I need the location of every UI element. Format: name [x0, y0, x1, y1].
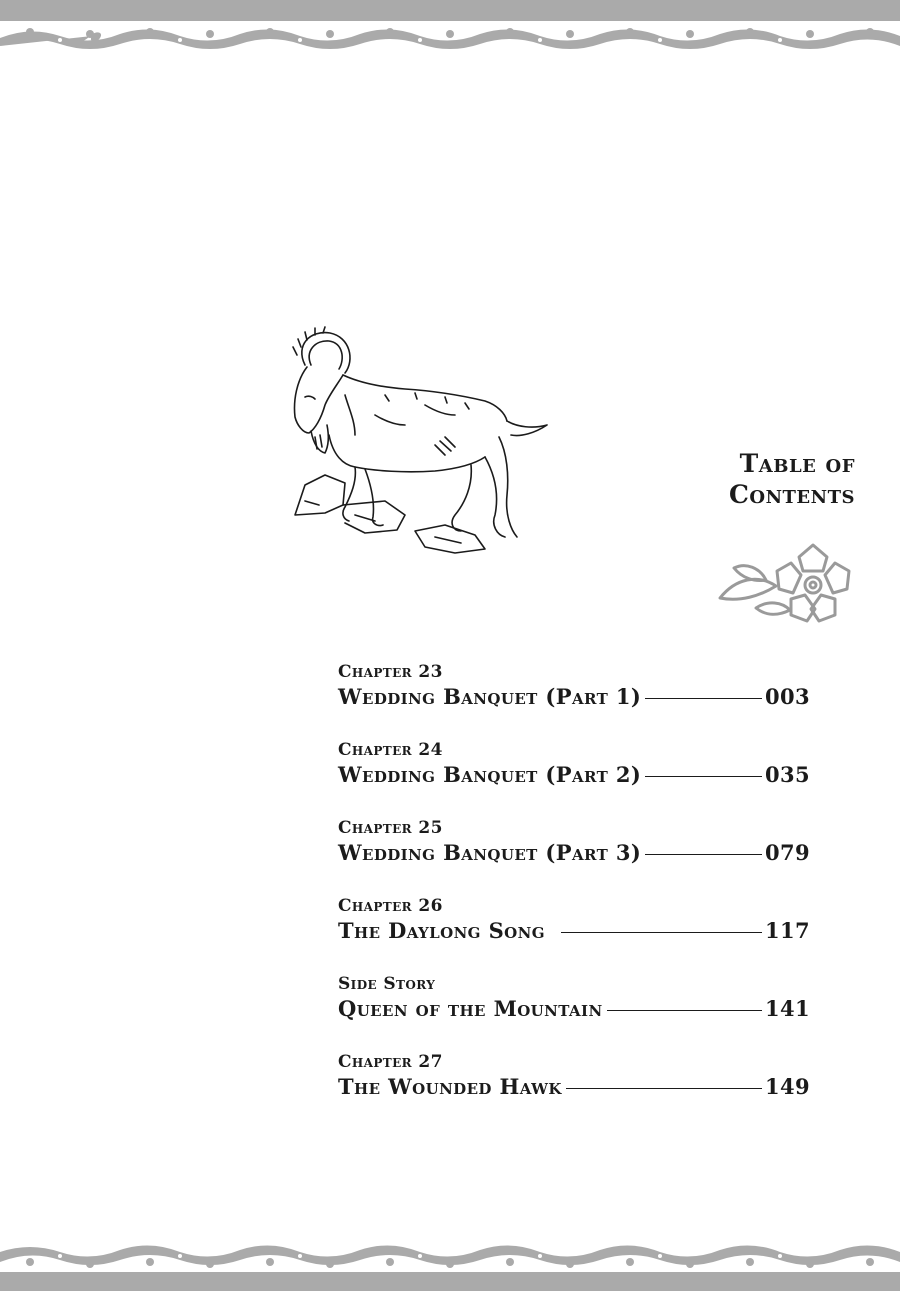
toc-entry[interactable]	[338, 740, 810, 818]
toc-entry[interactable]	[338, 896, 810, 974]
toc-entry-title: Wedding Banquet (Part 1)	[338, 684, 642, 709]
toc-leader-line	[645, 776, 762, 777]
page-title	[729, 448, 855, 510]
toc-entry-page: 079	[764, 840, 810, 865]
goat-illustration-icon	[285, 325, 560, 565]
toc-entry-line	[338, 840, 810, 866]
toc-entry-title: Wedding Banquet (Part 3)	[338, 840, 642, 865]
toc-leader-line	[561, 932, 762, 933]
toc-leader-line	[566, 1088, 762, 1089]
toc-leader-line	[645, 698, 762, 699]
toc-list	[338, 662, 810, 1130]
goat-illustration	[285, 325, 560, 565]
toc-entry-label: Chapter 24	[338, 740, 443, 760]
toc-entry-page: 141	[764, 996, 810, 1021]
toc-entry-line	[338, 996, 810, 1022]
flower-icon	[716, 538, 856, 630]
toc-entry-page: 149	[764, 1074, 810, 1099]
toc-entry[interactable]	[338, 818, 810, 896]
toc-entry[interactable]	[338, 974, 810, 1052]
toc-entry-label: Chapter 26	[338, 896, 443, 916]
toc-entry-label: Side Story	[338, 974, 436, 994]
toc-entry-line	[338, 918, 810, 944]
toc-entry[interactable]	[338, 662, 810, 740]
toc-entry-line	[338, 762, 810, 788]
toc-entry-label: Chapter 27	[338, 1052, 443, 1072]
toc-entry-title: Wedding Banquet (Part 2)	[338, 762, 642, 787]
toc-entry[interactable]	[338, 1052, 810, 1130]
toc-leader-line	[645, 854, 762, 855]
bottom-floral-border	[0, 1238, 900, 1291]
toc-entry-line	[338, 684, 810, 710]
top-floral-border	[0, 0, 900, 60]
page-title-line1: Table of	[739, 449, 855, 478]
toc-entry-label: Chapter 25	[338, 818, 443, 838]
toc-entry-title: The Daylong Song	[338, 918, 545, 943]
page-title-line2: Contents	[729, 480, 855, 509]
toc-leader-line	[607, 1010, 762, 1011]
toc-entry-page: 035	[764, 762, 810, 787]
flower-ornament	[716, 538, 856, 630]
toc-entry-title: Queen of the Mountain	[338, 996, 603, 1021]
floral-vine-border-icon	[0, 0, 900, 60]
toc-entry-page: 003	[764, 684, 810, 709]
toc-entry-page: 117	[764, 918, 810, 943]
toc-entry-label: Chapter 23	[338, 662, 443, 682]
toc-entry-title: The Wounded Hawk	[338, 1074, 562, 1099]
floral-vine-border-icon	[0, 1238, 900, 1291]
toc-entry-line	[338, 1074, 810, 1100]
